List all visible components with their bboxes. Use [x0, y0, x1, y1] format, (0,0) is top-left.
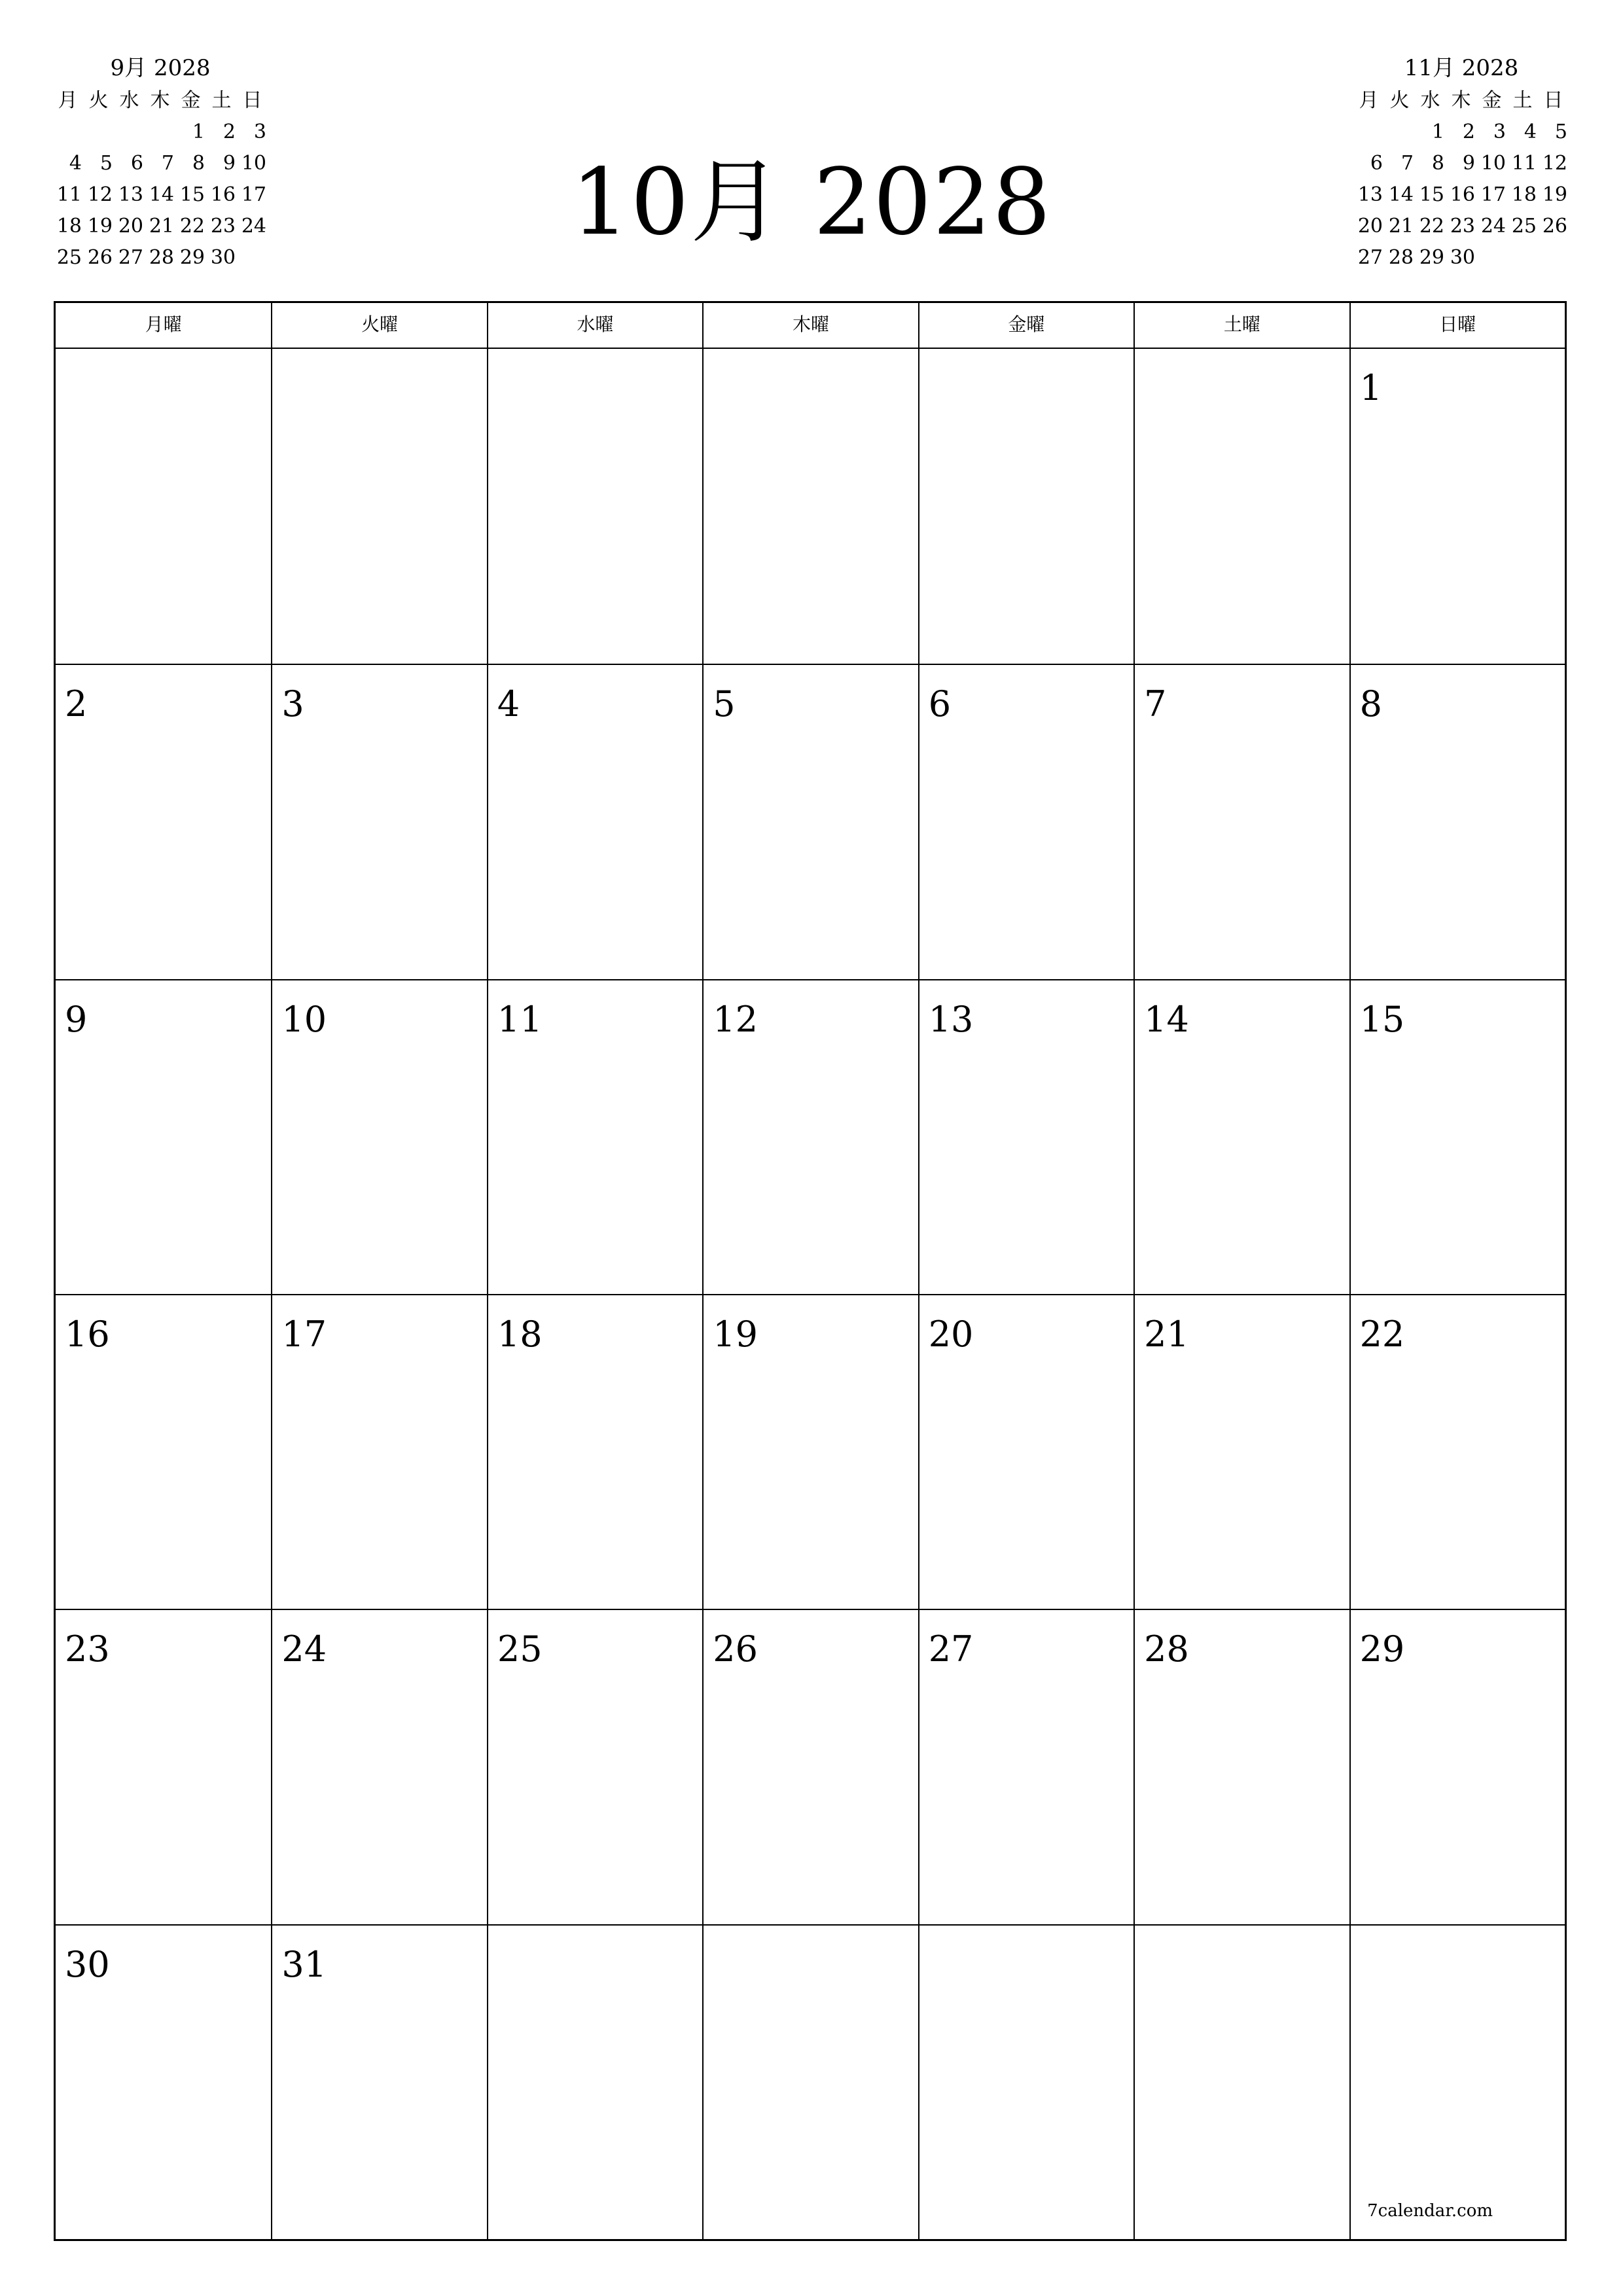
credit-text: 7calendar.com [1367, 2201, 1493, 2221]
day-number: 14 [1144, 998, 1189, 1040]
mini-day-number: 12 [87, 183, 113, 206]
day-cell [702, 1924, 918, 2239]
mini-day-number: 4 [69, 152, 82, 175]
mini-calendar-next-title: 11月 2028 [1404, 55, 1519, 81]
mini-day-number: 1 [1431, 120, 1444, 143]
mini-day-number: 10 [241, 152, 266, 175]
mini-weekday-label: 火 [88, 89, 109, 112]
day-number: 21 [1144, 1314, 1189, 1355]
mini-day-number: 6 [130, 152, 143, 175]
day-number: 23 [65, 1628, 110, 1670]
mini-day-number: 23 [210, 215, 236, 238]
mini-day-number: 27 [118, 246, 143, 269]
day-cell [56, 1294, 271, 1609]
day-number: 13 [928, 998, 974, 1040]
day-cell [918, 1924, 1133, 2239]
weekday-label: 日曜 [1349, 303, 1565, 348]
mini-day-number: 15 [179, 183, 205, 206]
day-cell [918, 664, 1133, 978]
mini-day-number: 29 [179, 246, 205, 269]
mini-day-number: 18 [1511, 183, 1537, 206]
day-number: 24 [281, 1628, 327, 1670]
day-number: 19 [713, 1314, 758, 1355]
weekday-label: 金曜 [918, 303, 1133, 348]
weekday-label: 月曜 [145, 314, 182, 335]
mini-calendar-next [1353, 51, 1569, 274]
day-cell [56, 664, 271, 978]
day-cell [487, 1609, 702, 1924]
mini-weekday-label: 土 [211, 89, 232, 112]
page-title: 10月 2028 [571, 149, 1052, 256]
day-cell [918, 979, 1133, 1294]
mini-day-number [1507, 242, 1538, 274]
mini-day-number: 10 [1480, 152, 1506, 175]
mini-day-number: 28 [149, 246, 174, 269]
mini-weekday-label: 土 [1512, 89, 1533, 112]
day-number: 5 [713, 683, 736, 725]
day-cell [702, 1609, 918, 1924]
mini-day-number: 30 [210, 246, 236, 269]
day-cell [487, 1294, 702, 1609]
mini-weekday-label: 金 [1482, 89, 1502, 112]
month-grid [54, 301, 1567, 2241]
mini-weekday-label: 金 [181, 89, 201, 112]
day-cell [1133, 1294, 1349, 1609]
day-cell [1349, 1924, 1565, 2239]
day-number: 6 [928, 683, 952, 725]
day-number: 10 [281, 998, 327, 1040]
mini-weekday-label: 火 [1389, 89, 1410, 112]
day-number: 22 [1359, 1314, 1405, 1355]
mini-day-number: 6 [1370, 152, 1383, 175]
day-number: 30 [65, 1943, 110, 1985]
day-cell [702, 349, 918, 664]
day-cell [702, 979, 918, 1294]
mini-day-number: 14 [1388, 183, 1414, 206]
mini-day-number: 17 [241, 183, 266, 206]
mini-day-number: 25 [56, 246, 82, 269]
day-cell [1349, 1609, 1565, 1924]
day-cell [271, 1924, 486, 2239]
mini-weekday-label: 月 [1359, 89, 1379, 112]
weekday-label: 水曜 [487, 303, 702, 348]
day-cell [1349, 1294, 1565, 1609]
mini-day-number: 9 [1462, 152, 1475, 175]
day-number: 11 [497, 998, 543, 1040]
mini-weekday-label: 木 [150, 89, 170, 112]
mini-calendar-next-grid [1353, 85, 1569, 274]
day-cell [271, 979, 486, 1294]
mini-day-number: 23 [1450, 215, 1475, 238]
day-cell [271, 349, 486, 664]
day-cell [918, 349, 1133, 664]
mini-day-number: 29 [1419, 246, 1444, 269]
day-cell [702, 1294, 918, 1609]
day-number: 25 [497, 1628, 543, 1670]
mini-calendar-prev-title: 9月 2028 [110, 55, 211, 81]
weekday-label: 木曜 [702, 303, 918, 348]
day-cell [56, 1609, 271, 1924]
mini-day-number: 21 [1388, 215, 1414, 238]
mini-day-number: 5 [99, 152, 113, 175]
day-number: 27 [928, 1628, 974, 1670]
mini-day-number: 7 [1400, 152, 1414, 175]
mini-day-number: 12 [1542, 152, 1567, 175]
day-number: 18 [497, 1314, 543, 1355]
mini-day-number: 26 [1542, 215, 1567, 238]
mini-day-number: 7 [161, 152, 174, 175]
mini-day-number: 24 [1480, 215, 1506, 238]
day-cell [56, 979, 271, 1294]
mini-day-number: 2 [223, 120, 236, 143]
mini-day-number: 1 [192, 120, 205, 143]
mini-weekday-label: 月 [58, 89, 78, 112]
mini-day-number: 19 [1542, 183, 1567, 206]
mini-weekday-label: 水 [1420, 89, 1440, 112]
mini-weekday-label: 日 [1543, 89, 1563, 112]
mini-day-number: 24 [241, 215, 266, 238]
mini-day-number: 11 [1511, 152, 1537, 175]
day-cell [1133, 979, 1349, 1294]
mini-day-number: 20 [118, 215, 143, 238]
mini-day-number [1538, 242, 1569, 274]
day-number: 17 [281, 1314, 327, 1355]
day-cell [56, 349, 271, 664]
day-cell [1133, 664, 1349, 978]
mini-day-number: 15 [1419, 183, 1444, 206]
mini-weekday-label: 水 [119, 89, 139, 112]
mini-day-number: 28 [1388, 246, 1414, 269]
day-number: 4 [497, 683, 520, 725]
mini-day-number: 22 [1419, 215, 1444, 238]
mini-day-number: 26 [87, 246, 113, 269]
day-cell [271, 1609, 486, 1924]
mini-day-number: 18 [56, 215, 82, 238]
mini-day-number: 9 [223, 152, 236, 175]
day-number: 26 [713, 1628, 758, 1670]
mini-day-number: 16 [210, 183, 236, 206]
day-number: 12 [713, 998, 758, 1040]
mini-day-number: 22 [179, 215, 205, 238]
day-cell [1133, 1609, 1349, 1924]
day-cell [487, 979, 702, 1294]
day-cell [1133, 349, 1349, 664]
day-number: 28 [1144, 1628, 1189, 1670]
mini-day-number: 19 [87, 215, 113, 238]
mini-day-number: 30 [1450, 246, 1475, 269]
mini-day-number: 5 [1554, 120, 1567, 143]
day-cell [487, 349, 702, 664]
day-number: 7 [1144, 683, 1167, 725]
day-number: 31 [281, 1943, 327, 1985]
day-cell [271, 1294, 486, 1609]
weekday-label: 火曜 [271, 303, 486, 348]
day-cell [271, 664, 486, 978]
mini-day-number: 8 [192, 152, 205, 175]
mini-day-number [1384, 117, 1415, 148]
day-cell [487, 1924, 702, 2239]
mini-weekday-label: 木 [1451, 89, 1471, 112]
day-cell [918, 1609, 1133, 1924]
day-number: 8 [1359, 683, 1382, 725]
day-number: 9 [65, 998, 88, 1040]
mini-day-number: 3 [253, 120, 266, 143]
mini-day-number: 16 [1450, 183, 1475, 206]
day-cell [1133, 1924, 1349, 2239]
day-number: 2 [65, 683, 88, 725]
mini-day-number: 17 [1480, 183, 1506, 206]
day-number: 20 [928, 1314, 974, 1355]
day-number: 15 [1359, 998, 1405, 1040]
day-cell [56, 1924, 271, 2239]
mini-day-number: 11 [56, 183, 82, 206]
mini-day-number: 27 [1357, 246, 1383, 269]
mini-day-number: 3 [1493, 120, 1506, 143]
mini-day-number: 8 [1431, 152, 1444, 175]
day-cell [1349, 979, 1565, 1294]
mini-day-number: 13 [1357, 183, 1383, 206]
day-cell [918, 1294, 1133, 1609]
day-cell [1349, 349, 1565, 664]
day-cell [1349, 664, 1565, 978]
day-number: 3 [281, 683, 304, 725]
day-grid [56, 349, 1565, 2239]
mini-weekday-label: 日 [242, 89, 262, 112]
mini-day-number: 14 [149, 183, 174, 206]
mini-day-number [1476, 242, 1507, 274]
day-cell [487, 664, 702, 978]
day-cell [702, 664, 918, 978]
day-number: 29 [1359, 1628, 1405, 1670]
day-number: 16 [65, 1314, 110, 1355]
mini-day-number: 25 [1511, 215, 1537, 238]
mini-day-number: 13 [118, 183, 143, 206]
weekday-label: 土曜 [1133, 303, 1349, 348]
mini-day-number [1353, 117, 1384, 148]
weekday-header [56, 303, 1565, 349]
mini-day-number: 20 [1357, 215, 1383, 238]
mini-day-number: 2 [1462, 120, 1475, 143]
mini-day-number: 4 [1524, 120, 1537, 143]
day-number: 1 [1359, 367, 1382, 408]
mini-day-number: 21 [149, 215, 174, 238]
